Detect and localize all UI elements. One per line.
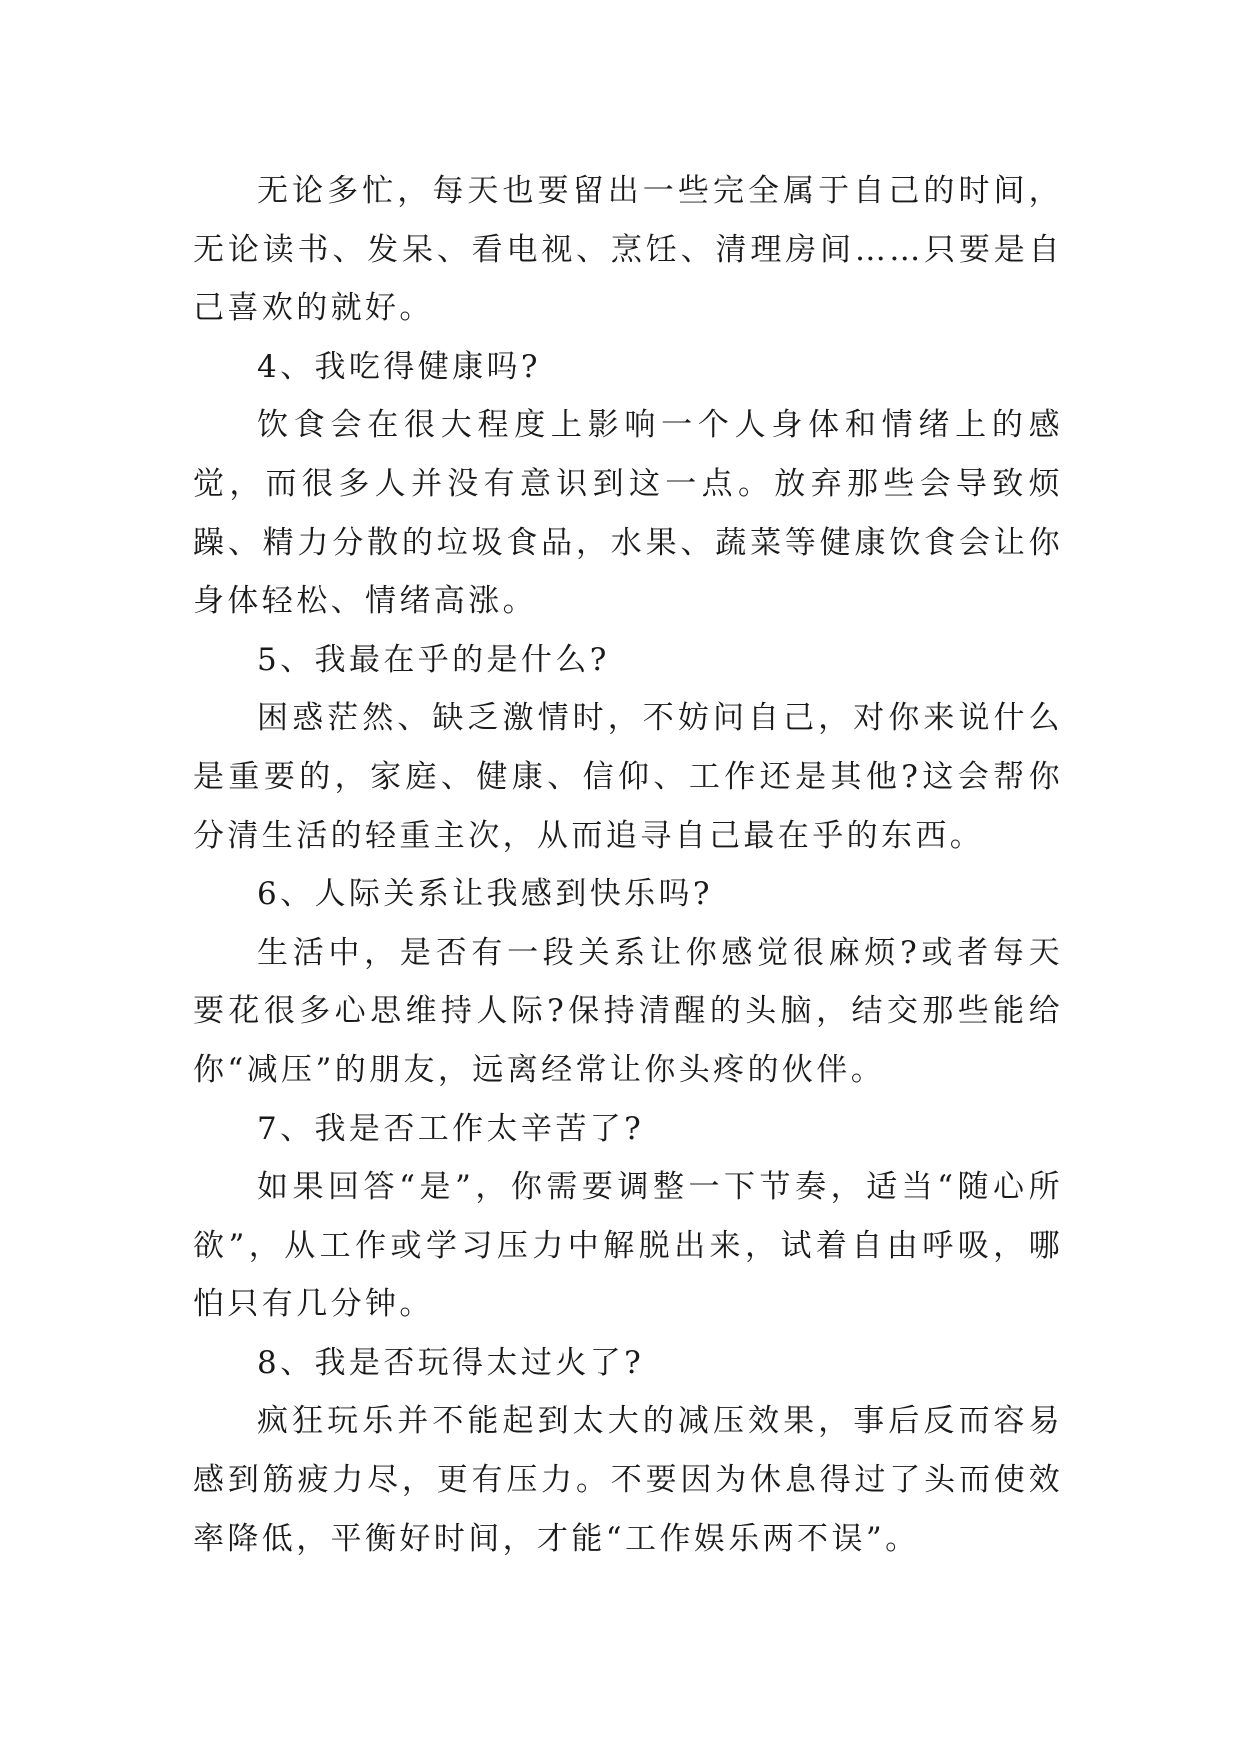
paragraph-diet: 饮食会在很大程度上影响一个人身体和情绪上的感觉，而很多人并没有意识到这一点。放弃那些会导致烦躁、精力分散的垃圾食品，水果、蔬菜等健康饮食会让你身体轻松、情绪高涨。 <box>193 407 1063 620</box>
heading-play-too-much: 8、我是否玩得太过火了? <box>257 1344 645 1381</box>
heading-eat-healthy: 4、我吃得健康吗? <box>257 348 541 385</box>
heading-work-hard: 7、我是否工作太辛苦了? <box>257 1110 645 1147</box>
paragraph-priorities: 困惑茫然、缺乏激情时，不妨问自己，对你来说什么是重要的，家庭、健康、信仰、工作还是其他?这会帮你分清生活的轻重主次，从而追寻自己最在乎的东西。 <box>193 700 1063 854</box>
paragraph-balance: 疯狂玩乐并不能起到太大的减压效果，事后反而容易感到筋疲力尽，更有压力。不要因为休息得过了头而使效率降低，平衡好时间，才能“工作娱乐两不误”。 <box>193 1403 1063 1557</box>
paragraph-work-rhythm: 如果回答“是”，你需要调整一下节奏，适当“随心所欲”，从工作或学习压力中解脱出来，试着自由呼吸，哪怕只有几分钟。 <box>193 1169 1063 1323</box>
document-body <box>193 162 1063 1568</box>
heading-relationships: 6、人际关系让我感到快乐吗? <box>257 876 713 913</box>
heading-care-most: 5、我最在乎的是什么? <box>257 641 610 678</box>
paragraph-own-time: 无论多忙，每天也要留出一些完全属于自己的时间，无论读书、发呆、看电视、烹饪、清理房间……只要是自己喜欢的就好。 <box>193 173 1063 327</box>
paragraph-relationships: 生活中，是否有一段关系让你感觉很麻烦?或者每天要花很多心思维持人际?保持清醒的头脑，结交那些能给你“减压”的朋友，远离经常让你头疼的伙伴。 <box>193 934 1063 1088</box>
